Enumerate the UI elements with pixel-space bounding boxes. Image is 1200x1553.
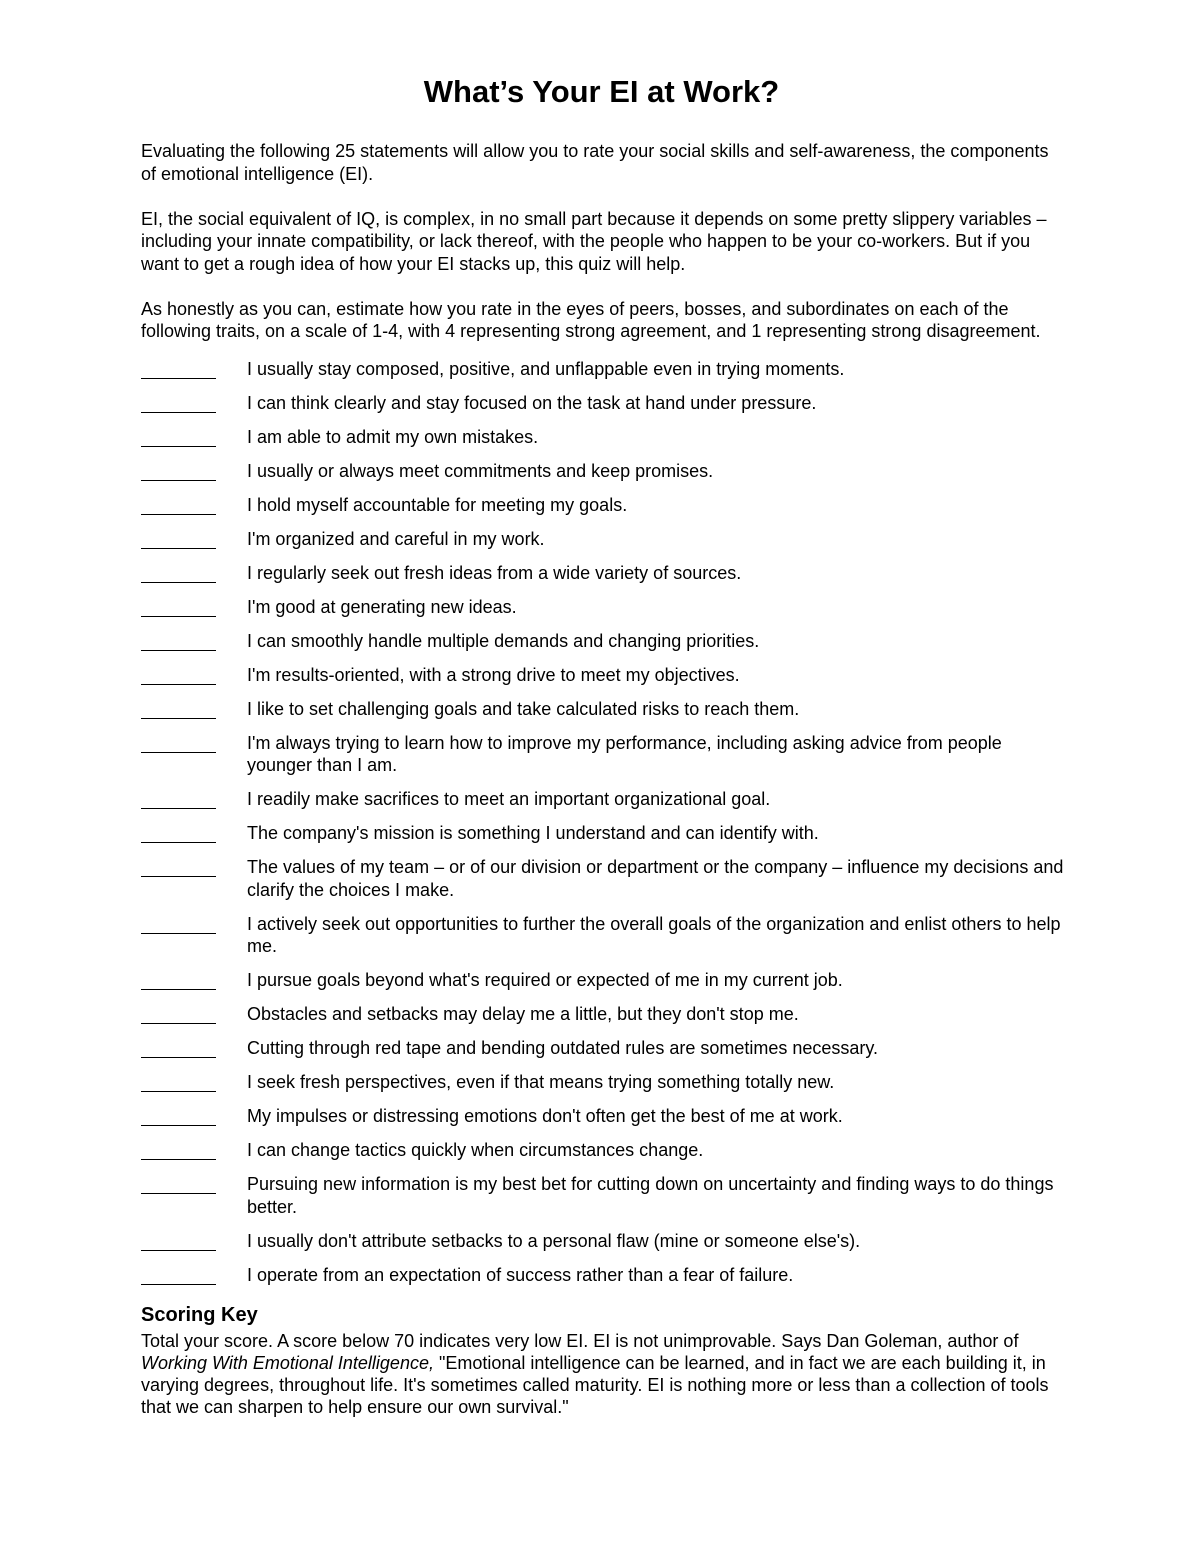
statement-text: I pursue goals beyond what's required or expected of me in my current job. [247, 970, 843, 990]
statement-row [141, 1230, 1066, 1253]
score-blank[interactable] [141, 358, 216, 379]
statement-row [141, 358, 1066, 381]
score-blank[interactable] [141, 1003, 216, 1024]
score-blank[interactable] [141, 494, 216, 515]
statement-text: I can think clearly and stay focused on the task at hand under pressure. [247, 392, 817, 413]
statement-text: I'm results-oriented, with a strong drive to meet my objectives. [247, 664, 740, 685]
score-blank[interactable] [141, 856, 216, 877]
statement-text: I usually don't attribute setbacks to a personal flaw (mine or someone else's). [247, 1230, 861, 1251]
statement-text: I'm good at generating new ideas. [247, 596, 517, 617]
statement-list [141, 358, 1066, 1287]
score-blank[interactable] [141, 630, 216, 651]
scoring-text [141, 1330, 1066, 1418]
statement-text: I'm organized and careful in my work. [247, 528, 545, 549]
intro-paragraph: As honestly as you can, estimate how you rate in the eyes of peers, bosses, and subordinates on each of the following traits, on a scale of 1-4, with 4 representing strong agreement, and 1 representing strong disagreement. [141, 298, 1041, 341]
statement-row [141, 596, 1066, 619]
scoring-text-before: Total your score. A score below 70 indicates very low EI. EI is not unimprovable. Says Dan Goleman, author of [141, 1331, 1019, 1351]
statement-row [141, 494, 1066, 517]
statement-row [141, 732, 1066, 777]
statement-text: I readily make sacrifices to meet an important organizational goal. [247, 789, 771, 809]
statement-text: I usually stay composed, positive, and unflappable even in trying moments. [247, 358, 845, 379]
statement-row [141, 460, 1066, 483]
statement-row [141, 1105, 1066, 1128]
statement-row [141, 1173, 1066, 1218]
scoring-heading: Scoring Key [141, 1304, 258, 1326]
score-blank[interactable] [141, 562, 216, 583]
score-blank[interactable] [141, 392, 216, 413]
score-blank[interactable] [141, 664, 216, 685]
document-page [141, 70, 1066, 1418]
statement-row [141, 913, 1066, 958]
statement-text: I like to set challenging goals and take calculated risks to reach them. [247, 698, 800, 719]
score-blank[interactable] [141, 1173, 216, 1194]
intro-paragraph: EI, the social equivalent of IQ, is complex, in no small part because it depends on some pretty slippery variables – including your innate compatibility, or lack thereof, with the people who happen to be your co-workers. But if you want to get a rough idea of how your EI stacks up, this quiz will help. [141, 208, 1047, 274]
statement-row [141, 822, 1066, 845]
statement-text: My impulses or distressing emotions don't often get the best of me at work. [247, 1106, 843, 1126]
book-title: Working With Emotional Intelligence, [141, 1353, 434, 1373]
score-blank[interactable] [141, 969, 216, 990]
statement-text: Cutting through red tape and bending outdated rules are sometimes necessary. [247, 1038, 879, 1058]
statement-text: I actively seek out opportunities to further the overall goals of the organization and enlist others to help me. [247, 913, 1061, 956]
intro-paragraph: Evaluating the following 25 statements will allow you to rate your social skills and self-awareness, the components of emotional intelligence (EI). [141, 141, 1049, 184]
score-blank[interactable] [141, 1071, 216, 1092]
statement-row [141, 1003, 1066, 1026]
statement-row [141, 630, 1066, 653]
intro-section [141, 140, 1066, 343]
statement-text: I can smoothly handle multiple demands and changing priorities. [247, 630, 760, 651]
score-blank[interactable] [141, 1230, 216, 1251]
score-blank[interactable] [141, 913, 216, 934]
statement-text: Pursuing new information is my best bet for cutting down on uncertainty and finding ways to do things better. [247, 1174, 1054, 1217]
statement-row [141, 1264, 1066, 1287]
statement-row [141, 969, 1066, 992]
statement-row [141, 1139, 1066, 1162]
statement-row [141, 856, 1066, 901]
scoring-text-after: "Emotional intelligence can be learned, and in fact we are each building it, in varying degrees, throughout life. It's sometimes called maturity. EI is nothing more or less than a collection of tools that we can sharpen to help ensure our own survival." [141, 1353, 1049, 1417]
statement-row [141, 1037, 1066, 1060]
statement-row [141, 426, 1066, 449]
score-blank[interactable] [141, 788, 216, 809]
score-blank[interactable] [141, 1139, 216, 1160]
statement-text: I am able to admit my own mistakes. [247, 426, 539, 447]
statement-text: I hold myself accountable for meeting my goals. [247, 494, 628, 515]
statement-row [141, 528, 1066, 551]
score-blank[interactable] [141, 1037, 216, 1058]
statement-text: Obstacles and setbacks may delay me a little, but they don't stop me. [247, 1004, 799, 1024]
statement-text: The company's mission is something I understand and can identify with. [247, 823, 819, 843]
statement-row [141, 392, 1066, 415]
statement-row [141, 664, 1066, 687]
page-title: What’s Your EI at Work? [423, 74, 780, 109]
score-blank[interactable] [141, 1105, 216, 1126]
score-blank[interactable] [141, 1264, 216, 1285]
statement-row [141, 788, 1066, 811]
statement-text: I seek fresh perspectives, even if that means trying something totally new. [247, 1072, 835, 1092]
score-blank[interactable] [141, 732, 216, 753]
score-blank[interactable] [141, 426, 216, 447]
statement-row [141, 698, 1066, 721]
statement-text: I'm always trying to learn how to improve my performance, including asking advice from people younger than I am. [247, 732, 1002, 775]
statement-text: I operate from an expectation of success rather than a fear of failure. [247, 1264, 794, 1285]
statement-row [141, 1071, 1066, 1094]
statement-text: The values of my team – or of our division or department or the company – influence my decisions and clarify the choices I make. [247, 857, 1064, 900]
score-blank[interactable] [141, 460, 216, 481]
score-blank[interactable] [141, 822, 216, 843]
statement-text: I can change tactics quickly when circumstances change. [247, 1140, 704, 1160]
statement-text: I regularly seek out fresh ideas from a wide variety of sources. [247, 562, 742, 583]
statement-text: I usually or always meet commitments and keep promises. [247, 460, 714, 481]
score-blank[interactable] [141, 698, 216, 719]
score-blank[interactable] [141, 528, 216, 549]
statement-row [141, 562, 1066, 585]
score-blank[interactable] [141, 596, 216, 617]
